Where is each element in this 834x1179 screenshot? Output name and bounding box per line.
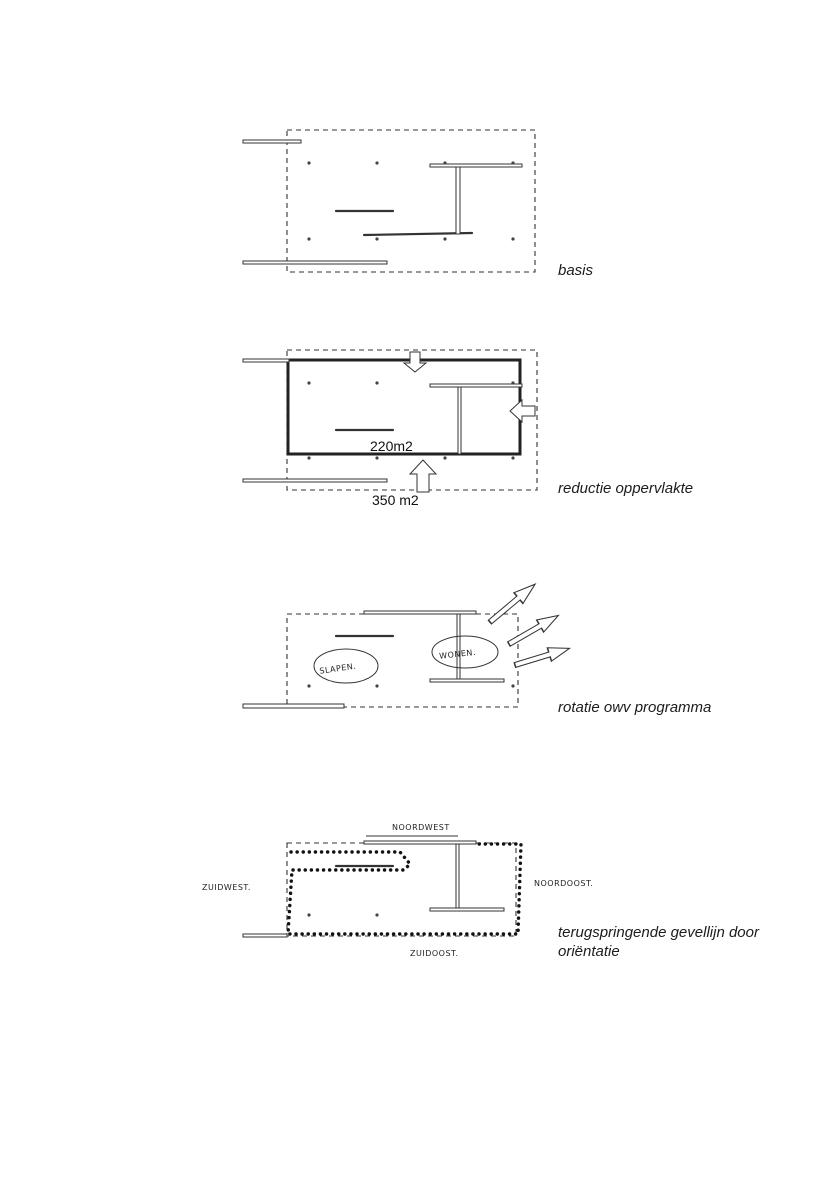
site-boundary-dashed xyxy=(287,130,535,272)
label-zuidoost: ZUIDOOST. xyxy=(410,949,459,958)
wall-top-right xyxy=(430,384,522,387)
wall-bottom-left xyxy=(243,934,287,937)
site-boundary-dashed xyxy=(287,614,518,707)
wall-bottom-left xyxy=(243,479,387,482)
columns xyxy=(307,684,514,687)
diagram-reductie xyxy=(0,330,834,520)
columns xyxy=(307,161,514,240)
label-zuidwest: ZUIDWEST. xyxy=(202,883,251,892)
area-original: 350 m2 xyxy=(372,492,419,508)
wall-top-right xyxy=(430,164,522,167)
wall-top-left xyxy=(243,359,289,362)
label-noordoost: NOORDOOST. xyxy=(534,879,594,888)
setback-facade-line xyxy=(288,844,521,934)
label-noordwest: NOORDWEST xyxy=(392,823,450,832)
caption-reductie: reductie oppervlakte xyxy=(558,480,694,497)
wall-vertical xyxy=(458,387,461,454)
caption-gevellijn: terugspringende gevellijn door oriëntatie xyxy=(558,924,759,960)
caption-basis: basis xyxy=(558,262,594,279)
arrow-left xyxy=(510,400,535,422)
wall-vertical xyxy=(456,167,460,234)
arrow-up xyxy=(410,460,436,492)
wall-bottom-left xyxy=(243,704,344,708)
wall-vertical xyxy=(456,844,459,908)
caption-rotatie: rotatie owv programma xyxy=(558,699,712,716)
arrow-down xyxy=(404,352,426,372)
site-boundary-dashed xyxy=(287,843,516,936)
diagram-basis xyxy=(0,0,834,300)
rotation-arrows xyxy=(486,579,572,672)
area-reduced: 220m2 xyxy=(370,438,413,454)
site-boundary-dashed xyxy=(287,350,537,490)
columns xyxy=(307,913,378,916)
wall-vertical xyxy=(457,614,460,679)
wall-bottom-left xyxy=(243,261,387,264)
wall-bottom-right xyxy=(430,908,504,911)
label-slapen: SLAPEN. xyxy=(318,661,357,676)
label-wonen: WONEN. xyxy=(438,647,477,661)
wall-top-left xyxy=(243,140,301,143)
wall-bottom-right xyxy=(430,679,504,682)
